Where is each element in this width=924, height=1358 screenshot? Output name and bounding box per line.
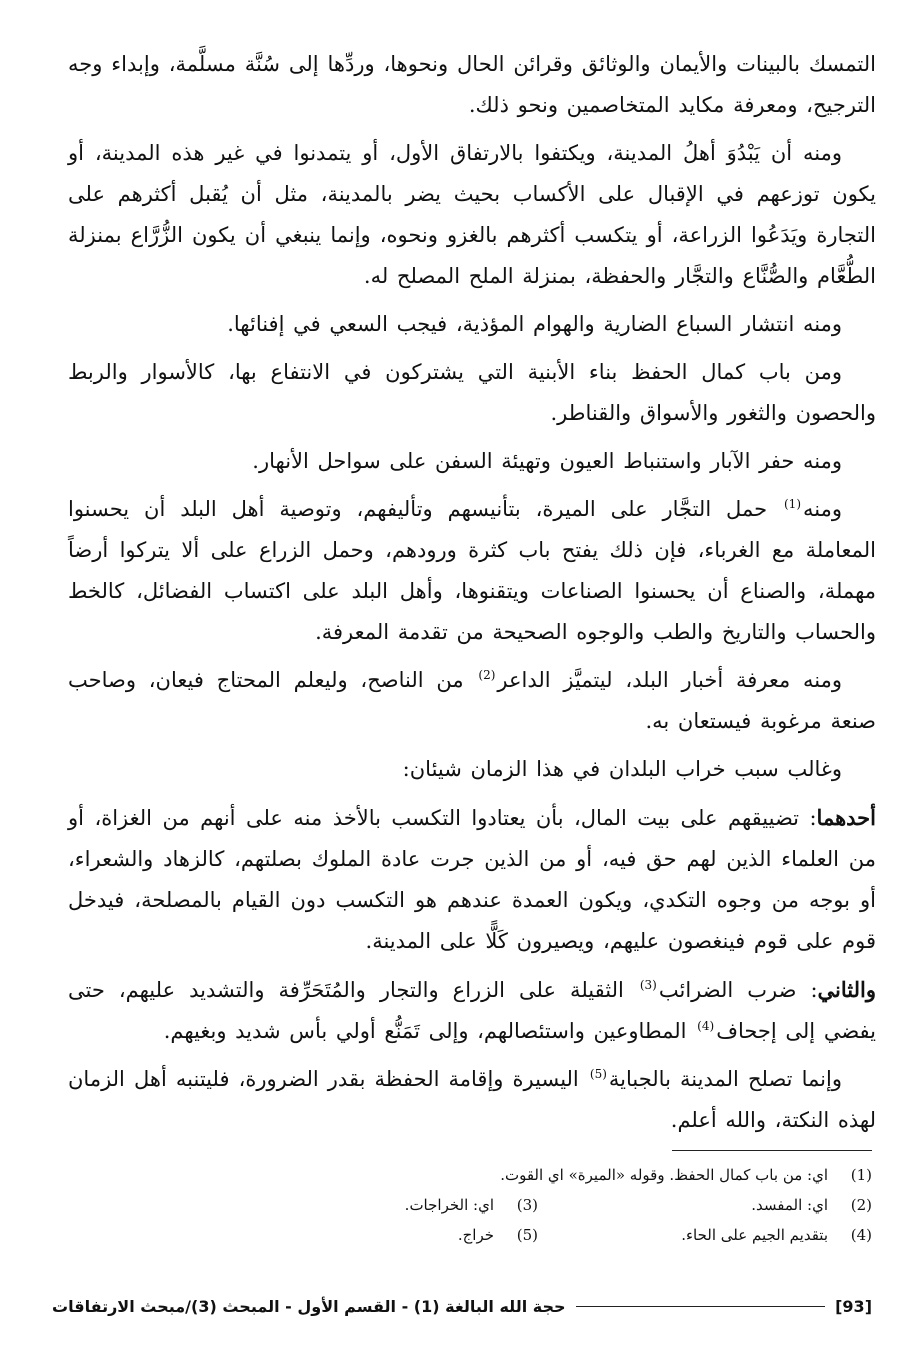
footnote-ref-2[interactable]: (2) bbox=[478, 668, 496, 682]
footer-line bbox=[576, 1306, 826, 1307]
paragraph-4: ومن باب كمال الحفظ بناء الأبنية التي يشتركون في الانتفاع بها، كالأسوار والربط والحصون والثغور والأسواق والقناطر. bbox=[68, 360, 876, 425]
paragraph-second-cause bbox=[68, 969, 876, 1052]
footnote-number: (3) bbox=[516, 1196, 538, 1214]
paragraph-conclusion bbox=[68, 1059, 876, 1141]
footnote-row-1 bbox=[52, 1160, 872, 1190]
paragraph-first-cause bbox=[68, 797, 876, 962]
paragraph-1: التمسك بالبينات والأيمان والوثائق وقرائن الحال ونحوها، وردِّها إلى سُنَّة مسلَّمة، وإبداء وجه الترجيح، ومعرفة مكايد المتخاصمين ونحو ذلك. bbox=[68, 52, 876, 117]
paragraph-merchants bbox=[68, 489, 876, 653]
footnote-ref-3[interactable]: (3) bbox=[639, 978, 657, 992]
footnote-text: اي: المفسد. bbox=[751, 1196, 828, 1214]
paragraph-news-start: ومنه معرفة أخبار البلد، ليتميَّز الداعر bbox=[497, 668, 842, 692]
footnote-text: اي: الخراجات. bbox=[404, 1196, 494, 1214]
paragraph-3: ومنه انتشار السباع الضارية والهوام المؤذية، فيجب السعي في إفنائها. bbox=[227, 312, 842, 336]
running-footer bbox=[52, 1292, 872, 1320]
footnote-row-2 bbox=[52, 1190, 872, 1220]
paragraph-causes: وغالب سبب خراب البلدان في هذا الزمان شيئان: bbox=[402, 757, 842, 781]
paragraph-news-rest: من الناصح، وليعلم المحتاج فيعان، وصاحب صنعة مرغوبة فيستعان به. bbox=[68, 668, 876, 733]
paragraph-conclusion-rest: اليسيرة وإقامة الحفظة بقدر الضرورة، فليتنبه أهل الزمان لهذه النكتة، والله أعلم. bbox=[68, 1067, 876, 1132]
footer-title: حجة الله البالغة (1) - القسم الأول - المبحث (3)/مبحث الارتفاقات bbox=[52, 1296, 566, 1316]
second-cause-text-1: : ضرب الضرائب bbox=[658, 978, 818, 1002]
footnote-row-3 bbox=[52, 1220, 872, 1250]
second-cause-text-2: الثقيلة على الزراع والتجار والمُتَحَرِّفة والتشديد عليهم، حتى يفضي إلى إجحاف bbox=[68, 978, 876, 1043]
paragraph-merchants-rest: حمل التجَّار على الميرة، بتأنيسهم وتأليفهم، وتوصية أهل البلد أن يحسنوا المعاملة مع الغرباء، فإن ذلك يفتح باب كثرة ورودهم، وحمل الزراع على ألا يتركوا أرضاً مهملة، والصناع أن يحسنوا الصناعات ويتقنوها، وأهل البلد على اكتساب الفضائل، كالخط والحساب والتاريخ والطب والوجوه الصحيحة من تقدمة المعرفة. bbox=[68, 497, 876, 644]
paragraph-news bbox=[68, 660, 876, 742]
footnote-ref-5[interactable]: (5) bbox=[589, 1067, 607, 1081]
footnote-text: بتقديم الجيم على الحاء. bbox=[681, 1226, 828, 1244]
footnotes bbox=[52, 1160, 872, 1250]
first-cause-text: : تضييقهم على بيت المال، بأن يعتادوا التكسب بالأخذ منه على أنهم من الغزاة، أو من العلماء الذين لهم حق فيه، أو من الذين جرت عادة الملوك بصلتهم، كالزهاد والشعراء، أو بوجه من وجوه التكدي، ويكون العمدة عندهم هو التكسب دون القيام بالمصلحة، فيدخل قوم على قوم فينغصون عليهم، ويصيرون كَلًّا على المدينة. bbox=[68, 806, 876, 953]
paragraph-conclusion-start: وإنما تصلح المدينة بالجباية bbox=[608, 1067, 842, 1091]
footnote-number: (1) bbox=[850, 1166, 872, 1184]
footnote-text: اي: من باب كمال الحفظ. وقوله «الميرة» اي القوت. bbox=[500, 1166, 828, 1184]
second-cause-label: والثاني bbox=[817, 977, 876, 1002]
first-cause-label: أحدهما bbox=[816, 805, 876, 830]
paragraph-5: ومنه حفر الآبار واستنباط العيون وتهيئة السفن على سواحل الأنهار. bbox=[252, 449, 842, 473]
footnote-number: (4) bbox=[850, 1226, 872, 1244]
second-cause-text-3: المطاوعين واستئصالهم، وإلى تَمَنُّع أولي بأس شديد وبغيهم. bbox=[163, 1019, 696, 1043]
footnote-divider bbox=[672, 1150, 872, 1151]
footnote-number: (2) bbox=[850, 1196, 872, 1214]
page-number: [93] bbox=[835, 1296, 872, 1316]
footnote-ref-1[interactable]: (1) bbox=[783, 497, 801, 511]
paragraph-merchants-start: ومنه bbox=[803, 497, 842, 521]
footnote-number: (5) bbox=[516, 1226, 538, 1244]
footnote-text: خراج. bbox=[457, 1226, 494, 1244]
paragraph-2: ومنه أن يَبْدُوَ أهلُ المدينة، ويكتفوا بالارتفاق الأول، أو يتمدنوا في غير هذه المدينة، أو يكون توزعهم في الإقبال على الأكساب بحيث يضر بالمدينة، مثل أن يُقبل أكثرهم على التجارة ويَدَعُوا الزراعة، أو يتكسب أكثرهم بالغزو ونحوه، وإنما ينبغي أن يكون الزُّرَّاع بمنزلة الطُّعَّام والصُّنَّاع والتجَّار والحفظة، بمنزلة الملح المصلح له. bbox=[68, 141, 876, 288]
main-text bbox=[68, 44, 876, 1148]
footnote-ref-4[interactable]: (4) bbox=[697, 1019, 715, 1033]
